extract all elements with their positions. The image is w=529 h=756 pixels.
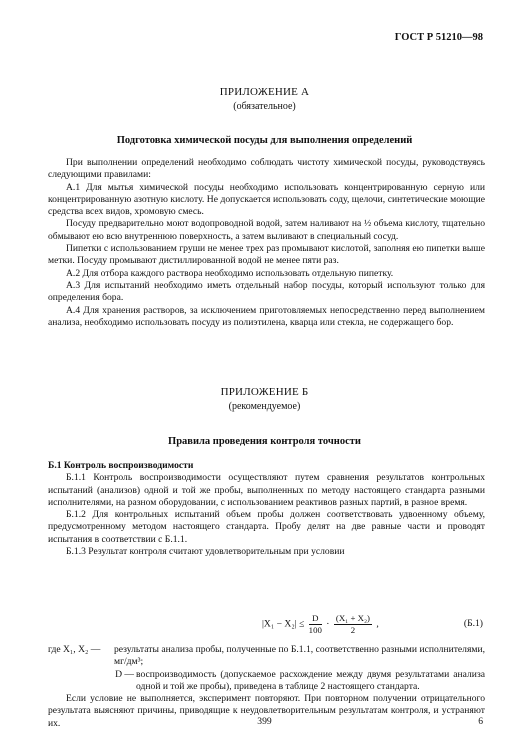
appendix-b-heading: Правила проведения контроля точности [168, 436, 361, 447]
appendix-b-body [48, 460, 485, 558]
formula-b1 [0, 604, 529, 638]
document-code: ГОСТ Р 51210—98 [394, 32, 483, 43]
closing-paragraph: Если условие не выполняется, эксперимент повторяют. При повторном получении отрицательного результата выясняют причины, приводящие к неудовлетворительным результатам контроля, и устраняют их. [48, 693, 485, 729]
appendix-a-title: ПРИЛОЖЕНИЕ А [219, 86, 310, 98]
paragraph: А.1 Для мытья химической посуды необходимо использовать концентрированную серную или концентрированную азотную кислоту. Не допускается использовать соду, щелочи, синтетические моющие средства всех видов, хромовую смесь. [48, 181, 485, 218]
paragraph: А.3 Для испытаний необходимо иметь отдельный набор посуды, который используют только для определения бора. [48, 279, 485, 304]
paragraph: А.4 Для хранения растворов, за исключением приготовляемых непосредственно перед выполнением анализа, необходимо использовать посуду из полиэтилена, кварца или стекла, не содержащего бор. [48, 304, 485, 328]
where-label: где X₁, X₂ — [48, 644, 101, 655]
page-number: 399 [257, 716, 272, 727]
d-label: D — [115, 668, 134, 680]
fraction-numerator: (X₁ + X₂) [335, 613, 370, 623]
paragraph: Пипетки с использованием груши не менее трех раз промывают кислотой, заполняя ею пипетки выше метки. Посуду промывают дистиллированной водой не менее пяти раз. [48, 243, 485, 267]
formula-number: (Б.1) [463, 618, 483, 629]
formula-tail: , [376, 618, 379, 630]
formula-lhs: |X₁ − X₂| ≤ [262, 618, 305, 630]
fraction-denominator: 2 [350, 625, 356, 635]
fraction-d-100 [309, 613, 322, 636]
paragraph: Б.1.3 Результат контроля считают удовлетворительным при условии [66, 546, 345, 558]
appendix-b-status: (рекомендуемое) [228, 401, 301, 412]
d-description: воспроизводимость (допускаемое расхождение между двумя результатами анализа одной и той же пробы), приведена в таблице 2 настоящего стандарта. [136, 668, 485, 692]
paragraph: А.2 Для отбора каждого раствора необходимо использовать отдельную пипетку. [66, 267, 394, 279]
page-number-side: 6 [478, 716, 483, 727]
fraction-denominator: 100 [308, 625, 322, 635]
multiply-dot: · [326, 618, 330, 630]
fraction-numerator: D [309, 613, 322, 625]
subsection-title: Б.1 Контроль воспроизводимости [48, 460, 194, 471]
paragraph: Посуду предварительно моют водопроводной водой, затем наливают на ½ объема кислоту, тщательно обмывают ею всю внутреннюю поверхность, а затем выливают в специальный сосуд. [48, 218, 485, 242]
appendix-b-title: ПРИЛОЖЕНИЕ Б [220, 386, 309, 398]
paragraph: При выполнении определений необходимо соблюдать чистоту химической посуды, руководствуясь следующими правилами: [48, 157, 485, 181]
appendix-a-body [48, 157, 485, 329]
paragraph: Б.1.2 Для контрольных испытаний объем пробы должен соответствовать удвоенному объему, предусмотренному методом настоящего стандарта. Пробу делят на две равные части и проводят испытания в соответствии с Б.1.1. [48, 509, 485, 545]
appendix-a-heading: Подготовка химической посуды для выполнения определений [116, 135, 413, 146]
fraction-sum-2 [334, 613, 372, 636]
appendix-a-status: (обязательное) [233, 101, 296, 112]
x-description: результаты анализа пробы, полученные по Б.1.1, соответственно разными исполнителями, мг/дм³; [114, 644, 485, 668]
paragraph: Б.1.1 Контроль воспроизводимости осуществляют путем сравнения результатов контрольных испытаний (анализов) одной и той же пробы, выполненных по методу настоящего стандарта разными исполнителями, на разном оборудовании, с использованием реактивов разных партий, в разное время. [48, 472, 485, 508]
